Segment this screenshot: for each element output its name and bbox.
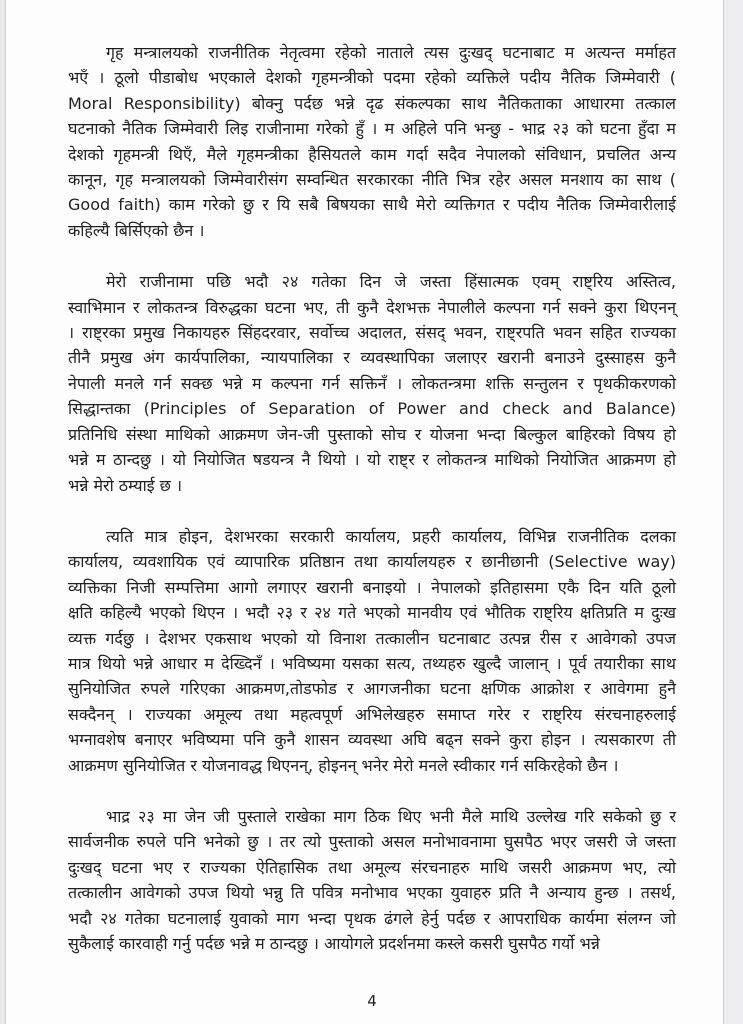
page-edge-left bbox=[0, 0, 6, 1024]
text-line: प्रतिनिधि संस्था माथिको आक्रमण जेन-जी पुस्ताको सोच र योजना भन्दा बिल्कुल बाहिरको विषय हो bbox=[68, 424, 676, 444]
text-line: Moral Responsibility) बोक्नु पर्दछ भन्ने दृढ संकल्पका साथ नैतिकताका आधारमा तत्काल bbox=[68, 93, 676, 113]
text-line: सिद्धान्तका (Principles of Separation of Power and check and Balance) bbox=[68, 399, 676, 419]
text-line: कार्यालय, व्यवशायिक एवं व्यापारिक प्रतिष्ठान तथा कार्यालयहरु र छानीछानी (Selective way) bbox=[68, 552, 676, 572]
paragraph bbox=[68, 804, 676, 956]
text-line: तत्कालीन आवेगको उपज थियो भन्नु ति पवित्र मनोभाव भएका युवाहरु प्रति नै अन्याय हुन्छ । तसर्थ, bbox=[68, 883, 676, 903]
text-line: व्यक्तिका निजी सम्पत्तिमा आगो लगाएर खरानी बनाइयो । नेपालको इतिहासमा एकै दिन यति ठूलो bbox=[68, 577, 676, 597]
text-line: सक्दैनन् । राज्यका अमूल्य तथा महत्वपूर्ण अभिलेखहरु समाप्त गरेर र राष्ट्रिय संरचनाहरुलाई bbox=[68, 704, 676, 724]
text-line: भन्ने मेरो ठम्याई छ । bbox=[68, 475, 183, 495]
text-line: क्षति कहिल्यै भएको थिएन । भदौ २३ र २४ गते भएको मानवीय एवं भौतिक राष्ट्रिय क्षतिप्रति म दुःख bbox=[68, 603, 676, 623]
text-line: आक्रमण सुनियोजित र योजनावद्ध थिएनन्, होइनन् भनेर मेरो मनले स्वीकार गर्न सकिरहेको छैन । bbox=[68, 755, 619, 775]
text-line: मेरो राजीनामा पछि भदौ २४ गतेका दिन जे जस्ता हिंसात्मक एवम् राष्ट्रिय अस्तित्व, bbox=[106, 272, 676, 292]
text-line: भएँ । ठूलो पीडाबोध भएकाले देशको गृहमन्त्रीको पदमा रहेको व्यक्तिले पदीय नैतिक जिम्मेवारी ( bbox=[68, 68, 676, 88]
text-line: भाद्र २३ मा जेन जी पुस्ताले राखेका माग ठिक थिए भनी मैले माथि उल्लेख गरि सकेको छु र bbox=[106, 806, 676, 826]
document-body bbox=[68, 40, 676, 982]
text-line: सुकैलाई कारवाही गर्नु पर्दछ भन्ने म ठान्दछु । आयोगले प्रदर्शनमा कस्ले कसरी घुसपैठ गर्यो भन्ने bbox=[68, 934, 600, 953]
text-line: देशको गृहमन्त्री थिएँ, मैले गृहमन्त्रीका हैसियतले काम गर्दा सदैव नेपालको संविधान, प्रचलित अन्य bbox=[68, 144, 676, 164]
text-line: त्यति मात्र होइन, देशभरका सरकारी कार्यालय, प्रहरी कार्यालय, विभिन्न राजनीतिक दलका bbox=[106, 526, 676, 546]
text-line: घटनाको नैतिक जिम्मेवारी लिइ राजीनामा गरेको हुँ । म अहिले पनि भन्छु - भाद्र २३ को घटना हुँदा म bbox=[68, 119, 676, 139]
text-line: सुनियोजित रुपले गरिएका आक्रमण,तोडफोड र आगजनीका घटना क्षणिक आक्रोश र आवेगमा हुनै bbox=[68, 679, 676, 699]
text-line: कहिल्यै बिर्सिएको छैन । bbox=[68, 220, 205, 240]
text-line: । राष्ट्रका प्रमुख निकायहरु सिंहदरवार, सर्वोच्च अदालत, संसद् भवन, राष्ट्रपति भवन सहित राज्यका bbox=[68, 323, 676, 343]
text-line: भन्ने म ठान्दछु । यो नियोजित षडयन्त्र नै थियो । यो राष्ट्र र लोकतन्त्र माथिको नियोजित आक्रमण हो bbox=[68, 450, 676, 470]
text-line: मात्र थियो भन्ने आधार म देख्दिनँ । भविष्यमा यसका सत्य, तथ्यहरु खुल्दै जालान् । पूर्व तयारीका साथ bbox=[68, 653, 676, 673]
text-line: Good faith) काम गरेको छु र यि सबै बिषयका साथै मेरो व्यक्तिगत र पदीय नैतिक जिम्मेवारीलाई bbox=[68, 195, 676, 215]
text-line: दुःखद् घटना भए र राज्यका ऐतिहासिक तथा अमूल्य संरचनाहरु माथि जसरी आक्रमण भए, त्यो bbox=[68, 857, 676, 877]
text-line: भग्नावशेष बनाएर भविष्यमा पनि कुनै शासन व्यवस्था अघि बढ्न सक्ने कुरा होइन । त्यसकारण ती bbox=[68, 730, 676, 750]
text-line: भदौ २४ गतेका घटनालाई युवाको माग भन्दा पृथक ढंगले हेर्नु पर्दछ र आपराधिक कार्यमा संलग्न जो bbox=[68, 908, 676, 928]
page-edge-right bbox=[723, 0, 743, 1024]
text-line: गृह मन्त्रालयको राजनीतिक नेतृत्वमा रहेको नाताले त्यस दुःखद् घटनाबाट म अत्यन्त मर्माहत bbox=[106, 43, 676, 62]
text-line: स्वाभिमान र लोकतन्त्र विरुद्धका घटना भए, ती कुनै देशभक्त नेपालीले कल्पना गर्न सक्ने कुरा थिएनन् bbox=[68, 297, 676, 317]
page-number: 4 bbox=[367, 992, 377, 1010]
text-line: तीनै प्रमुख अंग कार्यपालिका, न्यायपालिका र व्यवस्थापिका जलाएर खरानी बनाउने दुस्साहस कुनै bbox=[68, 348, 676, 368]
paragraph bbox=[68, 40, 676, 243]
text-line: सार्वजनीक रुपले पनि भनेको छु । तर त्यो पुस्ताको असल मनोभावनामा घुसपैठ भएर जसरी जे जस्ता bbox=[68, 832, 676, 852]
text-line: कानून, गृह मन्त्रालयको जिम्मेवारीसंग सम्वन्धित सरकारका नीति भित्र रहेर असल मनशाय का साथ ( bbox=[68, 170, 676, 190]
text-line: व्यक्त गर्दछु । देशभर एकसाथ भएको यो विनाश तत्कालीन घटनाबाट उत्पन्न रीस र आवेगको उपज bbox=[68, 628, 676, 648]
text-line: नेपाली मनले गर्न सक्छ भन्ने म कल्पना गर्न सक्तिनँ । लोकतन्त्रमा शक्ति सन्तुलन र पृथकीकरणको bbox=[68, 373, 676, 393]
paragraph bbox=[68, 524, 676, 778]
paragraph bbox=[68, 269, 676, 498]
